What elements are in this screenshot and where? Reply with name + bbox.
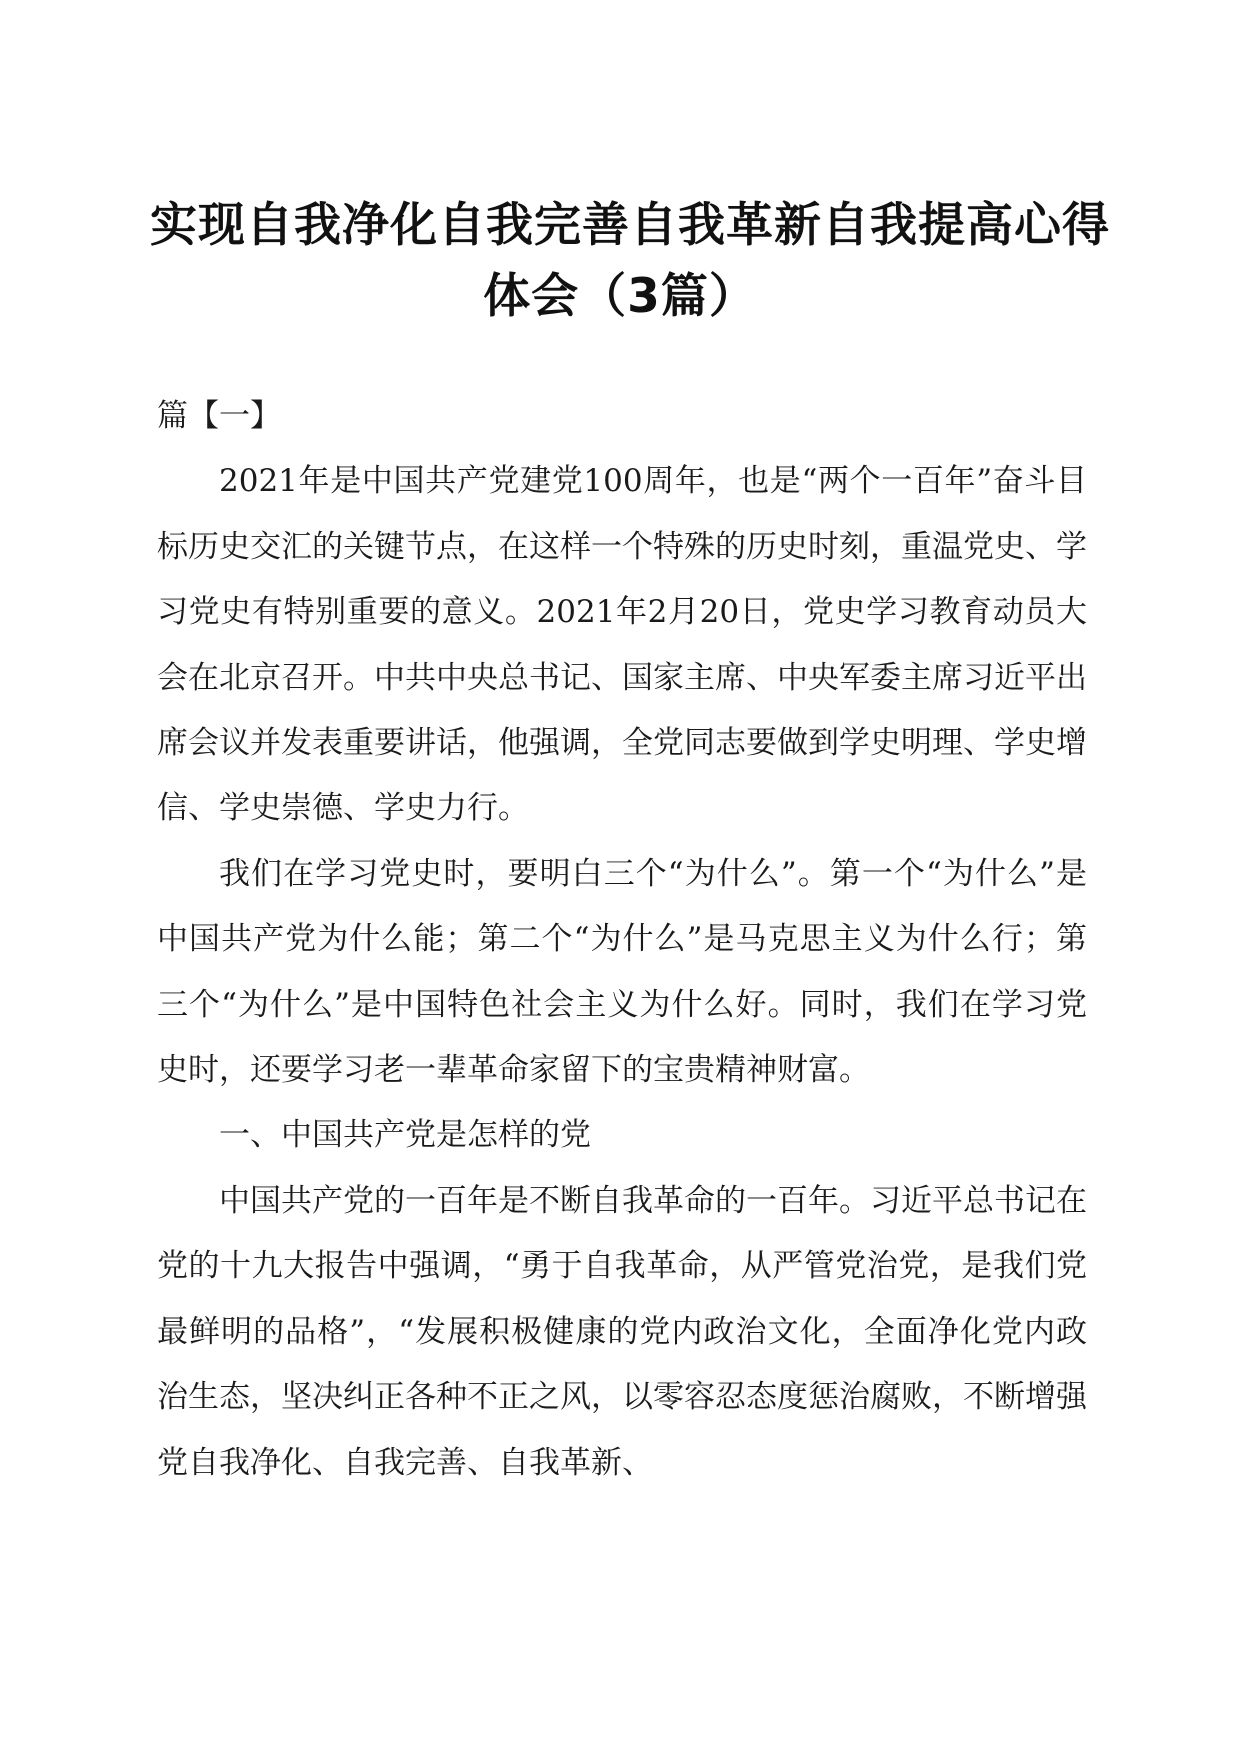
paragraph-2: 我们在学习党史时，要明白三个“为什么”。第一个“为什么”是中国共产党为什么能；第二个“为什么”是马克思主义为什么行；第三个“为什么”是中国特色社会主义为什么好。同时，我们在学习党史时，还要学习老一辈革命家留下的宝贵精神财富。 — [157, 855, 1087, 1089]
paragraph-1: 2021年是中国共产党建党100周年，也是“两个一百年”奋斗目标历史交汇的关键节点，在这样一个特殊的历史时刻，重温党史、学习党史有特别重要的意义。2021年2月20日，党史学习教育动员大会在北京召开。中共中央总书记、国家主席、中央军委主席习近平出席会议并发表重要讲话，他强调，全党同志要做到学史明理、学史增信、学史崇德、学史力行。 — [157, 463, 1087, 827]
document-title — [150, 190, 1110, 332]
document-body — [157, 384, 1087, 1496]
title-line-1: 实现自我净化自我完善自我革新自我提高心得 — [150, 198, 1110, 253]
section-label: 篇【一】 — [157, 398, 281, 434]
title-line-2: 体会（3篇） — [483, 269, 757, 324]
section-heading: 一、中国共产党是怎样的党 — [219, 1117, 591, 1154]
paragraph-3: 中国共产党的一百年是不断自我革命的一百年。习近平总书记在党的十九大报告中强调，“勇于自我革命，从严管党治党，是我们党最鲜明的品格”，“发展积极健康的党内政治文化，全面净化党内政治生态，坚决纠正各种不正之风，以零容忍态度惩治腐败，不断增强党自我净化、自我完善、自我革新、 — [157, 1182, 1087, 1481]
